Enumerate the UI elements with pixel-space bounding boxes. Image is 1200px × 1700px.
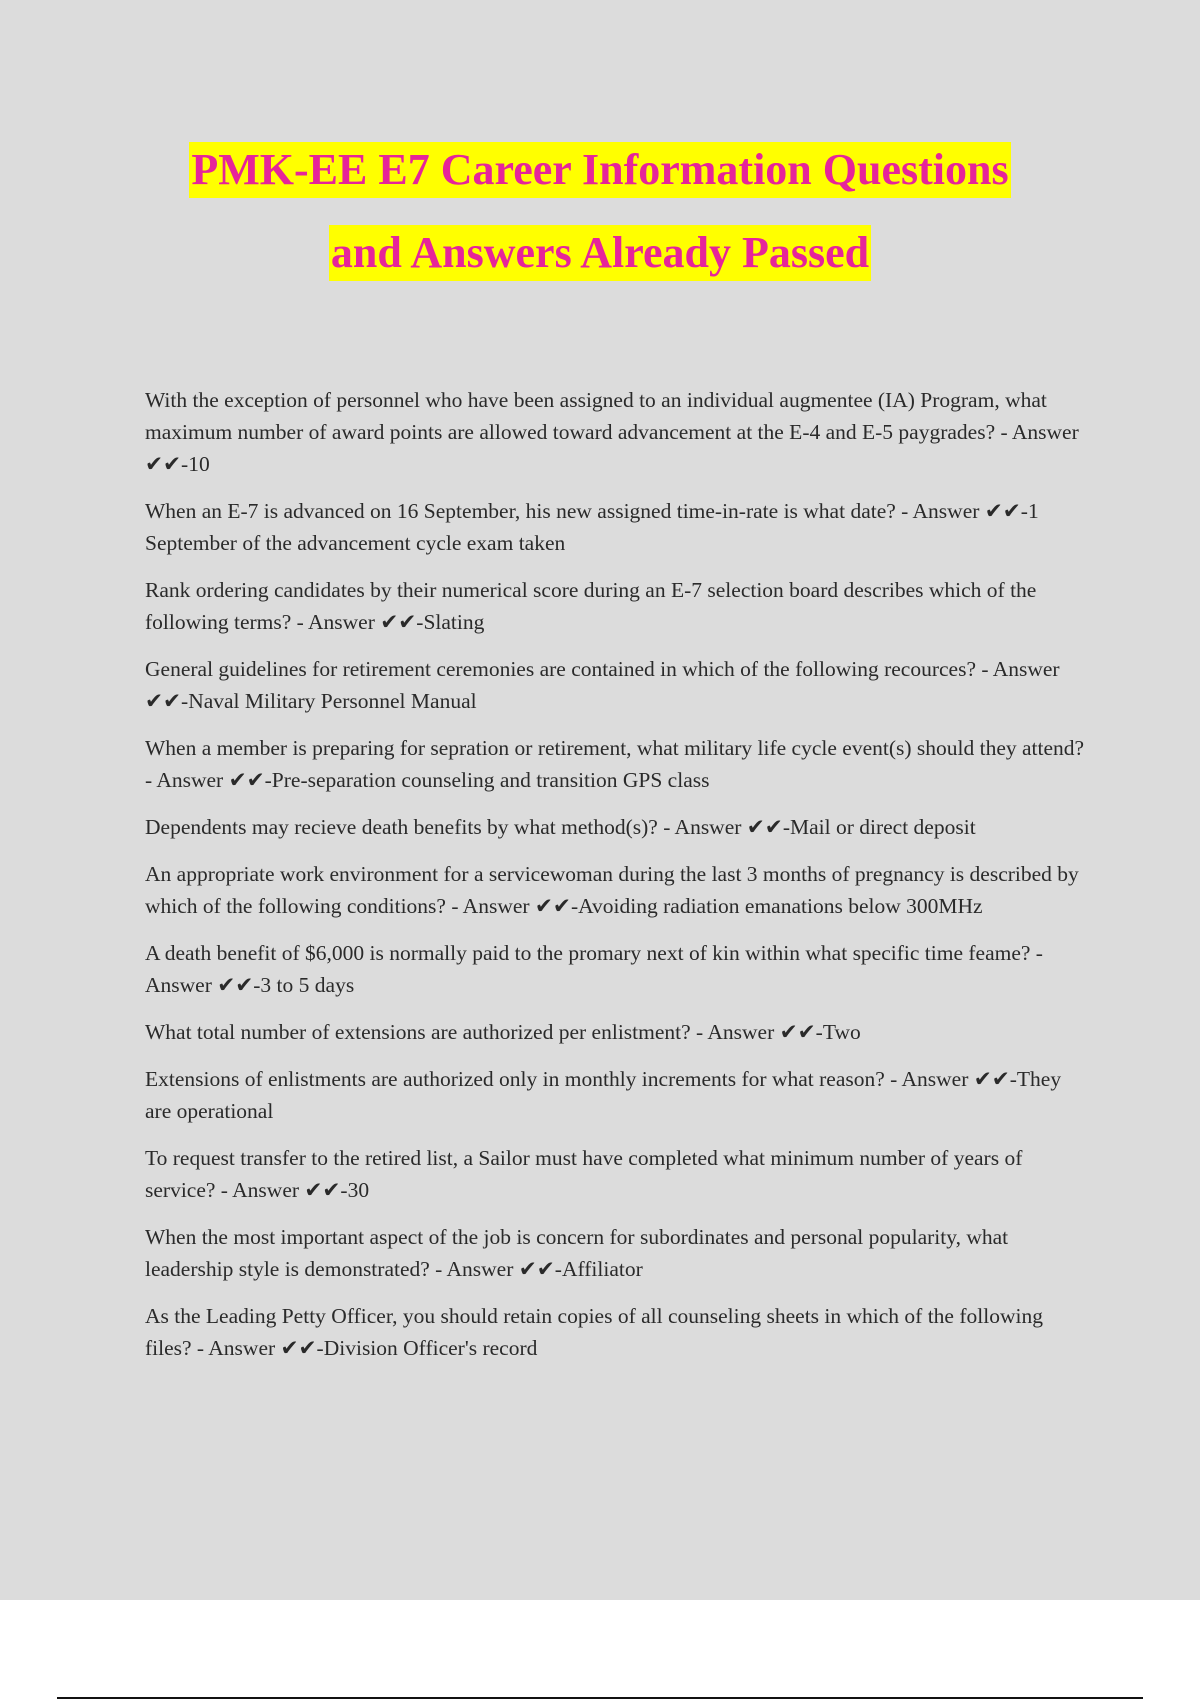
qa-item: To request transfer to the retired list, a Sailor must have completed what minimum number of years of service? - Answer ✔✔-30	[145, 1146, 1023, 1202]
qa-item: General guidelines for retirement ceremonies are contained in which of the following recources? - Answer ✔✔-Naval Military Personnel Manual	[145, 657, 1060, 713]
qa-item: With the exception of personnel who have been assigned to an individual augmentee (IA) Program, what maximum number of award points are allowed toward advancement at the E-4 and E-5 paygrades? - Answer ✔✔-10	[145, 388, 1079, 476]
qa-item: What total number of extensions are authorized per enlistment? - Answer ✔✔-Two	[145, 1020, 861, 1044]
qa-item: When the most important aspect of the job is concern for subordinates and personal popularity, what leadership style is demonstrated? - Answer ✔✔-Affiliator	[145, 1225, 1009, 1281]
title-line-1: PMK-EE E7 Career Information Questions	[189, 142, 1010, 198]
qa-item: As the Leading Petty Officer, you should retain copies of all counseling sheets in which of the following files? - Answer ✔✔-Division Officer's record	[145, 1304, 1043, 1360]
qa-list	[145, 384, 1090, 1379]
qa-item: When an E-7 is advanced on 16 September, his new assigned time-in-rate is what date? - Answer ✔✔-1 September of the advancement cycle exam taken	[145, 499, 1039, 555]
qa-item: An appropriate work environment for a servicewoman during the last 3 months of pregnancy is described by which of the following conditions? - Answer ✔✔-Avoiding radiation emanations below 300MHz	[145, 862, 1079, 918]
qa-item: Dependents may recieve death benefits by what method(s)? - Answer ✔✔-Mail or direct deposit	[145, 815, 976, 839]
title-line-2: and Answers Already Passed	[329, 225, 871, 281]
qa-item: When a member is preparing for sepration or retirement, what military life cycle event(s) should they attend? - Answer ✔✔-Pre-separation counseling and transition GPS class	[145, 736, 1085, 792]
qa-item: Extensions of enlistments are authorized only in monthly increments for what reason? - Answer ✔✔-They are operational	[145, 1067, 1062, 1123]
qa-item: Rank ordering candidates by their numerical score during an E-7 selection board describes which of the following terms? - Answer ✔✔-Slating	[145, 578, 1037, 634]
document-title	[0, 142, 1200, 281]
footer-divider	[57, 1697, 1143, 1699]
qa-item: A death benefit of $6,000 is normally paid to the promary next of kin within what specific time feame? - Answer ✔✔-3 to 5 days	[145, 941, 1043, 997]
